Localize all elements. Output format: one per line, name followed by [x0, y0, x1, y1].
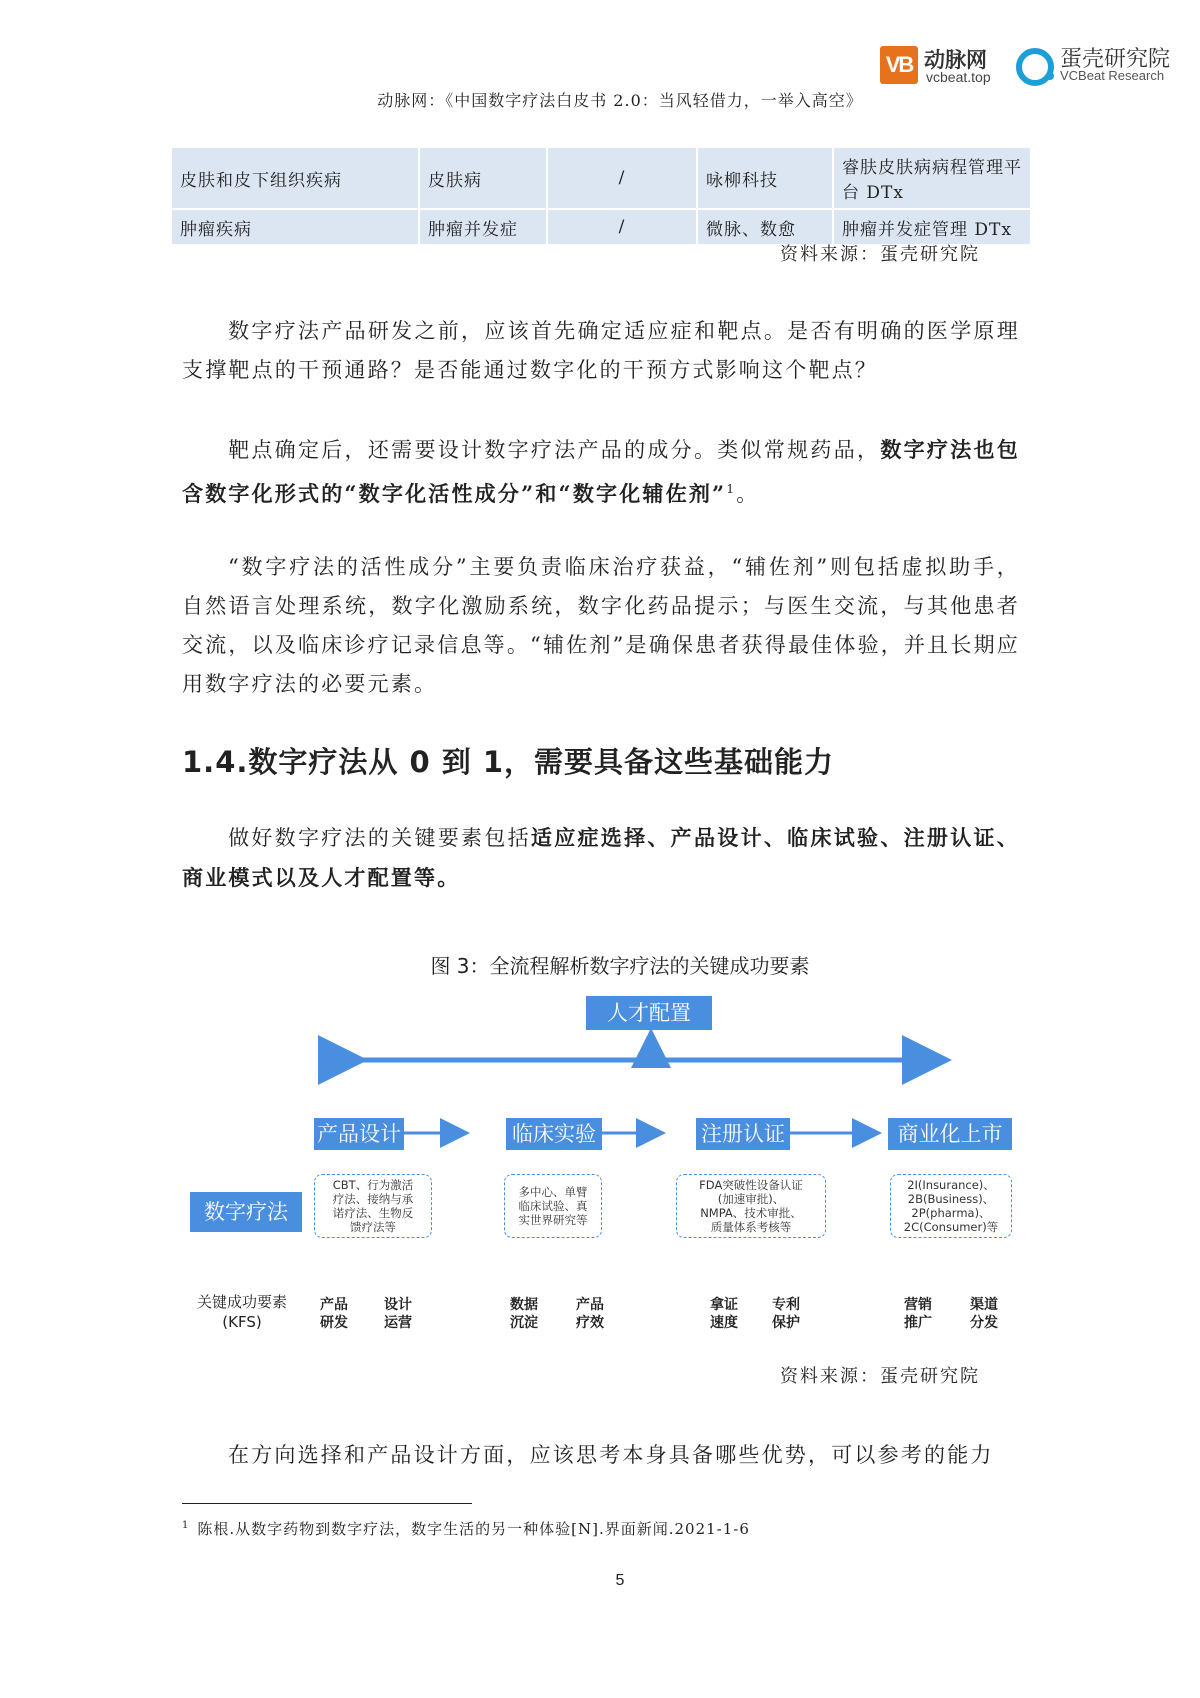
vcbeat-logo-name: 动脉网 [924, 48, 987, 72]
kfs-text: 拿证 [710, 1297, 738, 1313]
detail-box [676, 1174, 826, 1238]
dtx-box: 数字疗法 [190, 1192, 302, 1232]
table-cell: 皮肤和皮下组织疾病 [172, 148, 419, 209]
vcbeat-research-name: 蛋壳研究院 [1060, 47, 1171, 72]
kfs-text: 研发 [320, 1315, 348, 1331]
kfs-text: 产品 [320, 1297, 348, 1313]
kfs-item [380, 1296, 416, 1332]
detail-box [890, 1174, 1012, 1238]
kfs-text: 推广 [904, 1315, 932, 1331]
paragraph-ingredients [182, 430, 1020, 514]
table-cell: 肿瘤并发症 [419, 209, 547, 245]
kfs-item [900, 1296, 936, 1332]
dtx-table [172, 148, 1032, 246]
detail-box [314, 1174, 432, 1238]
detail-line: 实世界研究等 [518, 1213, 588, 1227]
diagram-arrows [188, 996, 1028, 1346]
footnote [182, 1518, 750, 1539]
paragraph-bold-text: 适应症选择、产品设计、临床试验、注册认证、商业模式以及人才配置等。 [182, 825, 1020, 890]
kfs-text: 专利 [772, 1297, 800, 1313]
detail-line: 质量体系考核等 [710, 1220, 792, 1234]
page-number: 5 [615, 1572, 625, 1589]
kfs-text: 沉淀 [510, 1315, 538, 1331]
detail-line: FDA突破性设备认证 [699, 1178, 803, 1192]
detail-line: 临床试验、真 [518, 1199, 588, 1213]
table-cell: 肿瘤并发症管理 DTx [833, 209, 1031, 245]
vcbeat-logo-url: vcbeat.top [926, 69, 991, 85]
kfs-item [706, 1296, 742, 1332]
vcbeat-logo-mark: VB [880, 46, 918, 84]
paragraph-key-elements [182, 818, 1020, 898]
paragraph-text: “数字疗法的活性成分”主要负责临床治疗获益，“辅佐剂”则包括虚拟助手，自然语言处理系统，数字化激励系统，数字化药品提示；与医生交流，与其他患者交流，以及临床诊疗记录信息等。“辅佐剂”是确保患者获得最佳体验，并且长期应用数字疗法的必要元素。 [182, 555, 1020, 696]
detail-line: 诺疗法、生物反 [332, 1206, 414, 1220]
kfs-item [966, 1296, 1002, 1332]
detail-line: 2B(Business)、 [907, 1192, 995, 1206]
table-row [172, 148, 1031, 209]
kfs-label [188, 1292, 296, 1332]
kfs-text: 疗效 [576, 1315, 604, 1331]
detail-line: (加速审批)、 [717, 1192, 785, 1206]
talent-box: 人才配置 [586, 996, 712, 1030]
table-source: 资料来源：蛋壳研究院 [780, 244, 980, 265]
detail-line: 疗法、接纳与承 [332, 1192, 414, 1206]
stage-box: 注册认证 [696, 1118, 790, 1150]
kfs-text: 运营 [384, 1315, 412, 1331]
detail-line: 2C(Consumer)等 [903, 1220, 999, 1234]
kfs-text: 分发 [970, 1315, 998, 1331]
kfs-item [768, 1296, 804, 1332]
stage-box: 临床实验 [506, 1118, 602, 1150]
kfs-item [316, 1296, 352, 1332]
detail-line: CBT、行为激活 [332, 1178, 414, 1192]
detail-line: 2P(pharma)、 [911, 1206, 991, 1220]
paragraph-text: 数字疗法产品研发之前，应该首先确定适应症和靶点。是否有明确的医学原理支撑靶点的干预通路？是否能通过数字化的干预方式影响这个靶点？ [182, 319, 1020, 382]
egg-ring-icon [1016, 48, 1054, 86]
table-cell: 微脉、数愈 [697, 209, 833, 245]
egg-dot-icon [1046, 72, 1054, 80]
figure-source: 资料来源：蛋壳研究院 [780, 1366, 980, 1387]
paragraph-text: 做好数字疗法的关键要素包括 [228, 826, 531, 850]
kfs-text: 保护 [772, 1315, 800, 1331]
detail-line: NMPA、技术审批、 [700, 1206, 802, 1220]
detail-box [504, 1174, 602, 1238]
kfs-text: 产品 [576, 1297, 604, 1313]
footnote-rule [182, 1503, 472, 1504]
footnote-marker: 1 [182, 1520, 190, 1531]
paragraph-text: 在方向选择和产品设计方面，应该思考本身具备哪些优势，可以参考的能力 [228, 1443, 994, 1467]
kfs-diagram [188, 996, 1028, 1346]
running-header: 动脉网：《中国数字疗法白皮书 2.0：当风轻借力，一举入高空》 [377, 91, 863, 110]
vcbeat-research-english: VCBeat Research [1060, 68, 1165, 83]
detail-line: 馈疗法等 [350, 1220, 396, 1234]
kfs-item [506, 1296, 542, 1332]
table-cell: 肿瘤疾病 [172, 209, 419, 245]
table-cell: 皮肤病 [419, 148, 547, 209]
table-cell: / [547, 148, 697, 209]
figure-caption: 图 3：全流程解析数字疗法的关键成功要素 [430, 954, 810, 978]
paragraph-direction [182, 1436, 1020, 1475]
stage-box: 产品设计 [314, 1118, 404, 1150]
kfs-label-line: 关键成功要素 [196, 1293, 287, 1311]
paragraph-text: 。 [736, 482, 760, 506]
kfs-text: 设计 [384, 1297, 412, 1313]
kfs-text: 营销 [904, 1297, 932, 1313]
paragraph-bold-text: 数字疗法也包含数字化形式的“数字化活性成分”和“数字化辅佐剂” [182, 437, 1020, 506]
paragraph-adjuvant [182, 548, 1020, 704]
section-heading: 1.4.数字疗法从 0 到 1，需要具备这些基础能力 [182, 745, 835, 779]
table-cell: 睿肤皮肤病病程管理平台 DTx [833, 148, 1031, 209]
footnote-text: 陈根.从数字药物到数字疗法，数字生活的另一种体验[N].界面新闻.2021-1-6 [197, 1520, 750, 1538]
kfs-text: 数据 [510, 1297, 538, 1313]
footnote-reference[interactable]: 1 [726, 482, 737, 496]
vcbeat-logo [880, 46, 1006, 86]
detail-line: 2I(Insurance)、 [907, 1178, 995, 1192]
kfs-text: 渠道 [970, 1297, 998, 1313]
kfs-item [572, 1296, 608, 1332]
stage-box: 商业化上市 [888, 1118, 1012, 1150]
paragraph-indication [182, 312, 1020, 390]
table-cell: / [547, 209, 697, 245]
paragraph-text: 靶点确定后，还需要设计数字疗法产品的成分。类似常规药品， [228, 438, 881, 462]
detail-line: 多中心、单臂 [518, 1185, 588, 1199]
kfs-label-line: (KFS) [222, 1313, 262, 1331]
kfs-text: 速度 [710, 1315, 738, 1331]
vcbeat-research-logo [1016, 44, 1176, 86]
table-cell: 咏柳科技 [697, 148, 833, 209]
